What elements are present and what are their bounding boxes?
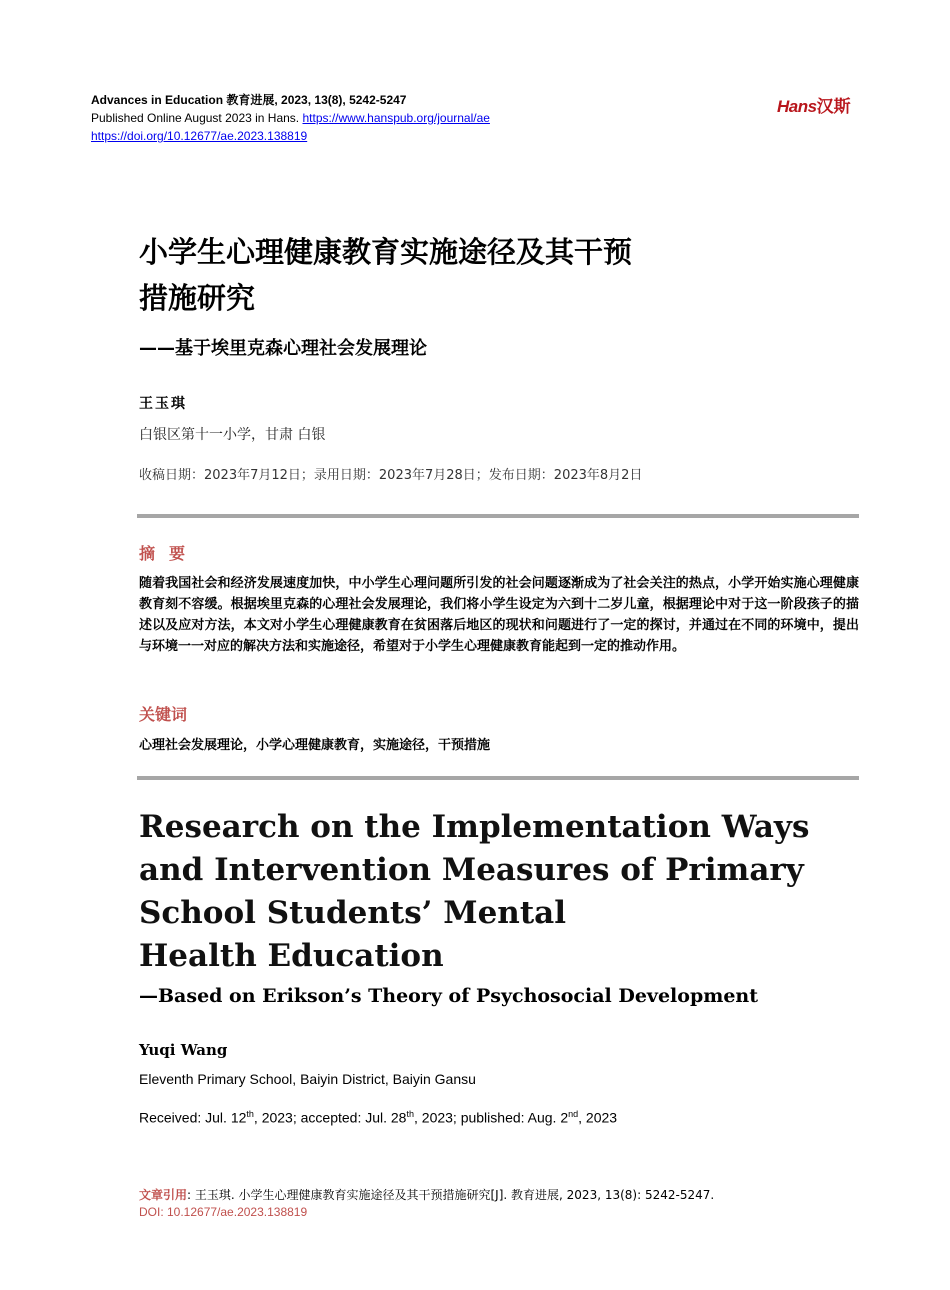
accepted-sup: th [406,1109,414,1119]
dates-suffix: , 2023 [578,1109,618,1126]
cn-title-line-2: 措施研究 [139,281,256,315]
citation-line [139,1186,714,1203]
hans-logo [777,92,851,117]
journal-citation: Advances in Education 教育进展, 2023, 13(8), 5242-5247 [91,93,407,107]
en-title-line-2: and Intervention Measures of Primary [139,852,804,888]
published-sup: nd [568,1109,579,1119]
received-date: Received: Jul. 12 [139,1109,247,1126]
doi-url-link[interactable]: https://doi.org/10.12677/ae.2023.138819 [91,129,308,143]
en-title-line-3: School Students’ Mental [139,895,567,931]
journal-url-link[interactable]: https://www.hanspub.org/journal/ae [302,111,490,125]
accepted-date: , 2023; accepted: Jul. 28 [253,1109,407,1126]
citation-label: 文章引用 [139,1188,188,1202]
citation-text: : 王玉琪. 小学生心理健康教育实施途径及其干预措施研究[J]. 教育进展, 2023, 13(8): 5242-5247. [187,1188,715,1202]
logo-cn: 汉斯 [816,97,851,117]
received-sup: th [246,1109,254,1119]
divider-top [137,514,859,518]
abstract-text: 随着我国社会和经济发展速度加快，中小学生心理问题所引发的社会问题逐渐成为了社会关注的热点，小学开始实施心理健康教育刻不容缓。根据埃里克森的心理社会发展理论，我们将小学生设定为六到十二岁儿童，根据理论中对于这一阶段孩子的描述以及应对方法，本文对小学生心理健康教育在贫困落后地区的现状和问题进行了一定的探讨，并通过在不同的环境中，提出与环境一一对应的解决方法和实施途径，希望对于小学生心理健康教育能起到一定的推动作用。 [139,576,859,654]
en-title-line-1: Research on the Implementation Ways [139,809,810,845]
cn-affiliation: 白银区第十一小学，甘肃 白银 [139,427,326,443]
en-title [139,806,859,978]
keywords-text: 心理社会发展理论，小学心理健康教育，实施途径，干预措施 [139,738,491,753]
en-title-line-4: Health Education [139,938,444,974]
cn-title-line-1: 小学生心理健康教育实施途径及其干预 [139,235,633,269]
divider-bottom [137,776,859,780]
en-author: Yuqi Wang [139,1041,228,1059]
published-date: , 2023; published: Aug. 2 [414,1109,569,1126]
published-line [91,110,490,127]
keywords-heading: 关键词 [139,705,188,724]
published-text: Published Online August 2023 in Hans. [91,111,303,125]
cn-dates: 收稿日期：2023年7月12日；录用日期：2023年7月28日；发布日期：2023年8月2日 [139,468,643,483]
cn-subtitle: ——基于埃里克森心理社会发展理论 [139,338,427,359]
cn-author: 王玉琪 [139,396,187,412]
abstract-heading: 摘要 [139,544,200,563]
en-dates [139,1109,617,1126]
logo-latin: Hans [777,97,817,116]
doi-footer: DOI: 10.12677/ae.2023.138819 [139,1205,308,1219]
en-subtitle: —Based on Erikson’s Theory of Psychosocial Development [139,985,759,1007]
en-affiliation: Eleventh Primary School, Baiyin District, Baiyin Gansu [139,1071,476,1087]
doi-line [91,128,307,145]
